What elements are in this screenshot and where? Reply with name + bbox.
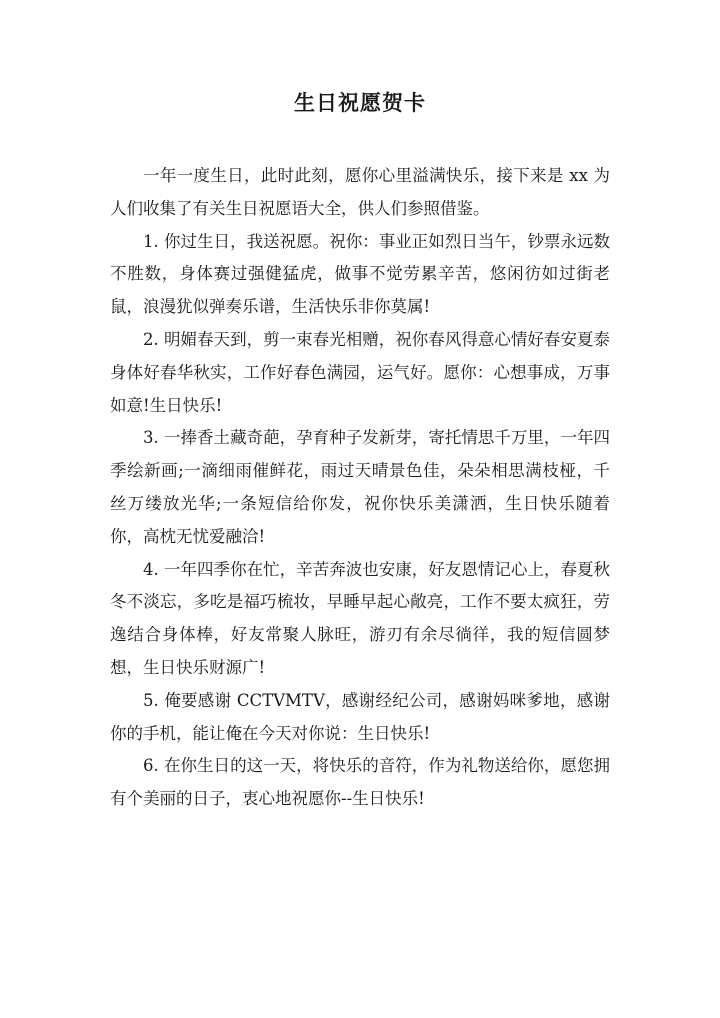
wish-paragraph-1: 1. 你过生日，我送祝愿。祝你：事业正如烈日当午，钞票永远数不胜数，身体赛过强健猛虎，做事不觉劳累辛苦，悠闲彷如过街老鼠，浪漫犹似弹奏乐谱，生活快乐非你莫属! bbox=[110, 231, 610, 317]
wish-paragraph-5: 5. 俺要感谢 CCTVMTV，感谢经纪公司，感谢妈咪爹地，感谢你的手机，能让俺在今天对你说：生日快乐! bbox=[110, 690, 610, 743]
wish-paragraph-2: 2. 明媚春天到，剪一束春光相赠，祝你春风得意心情好春安夏泰身体好春华秋实，工作好春色满园，运气好。愿你：心想事成，万事如意!生日快乐! bbox=[110, 329, 610, 415]
wish-paragraph-4: 4. 一年四季你在忙，辛苦奔波也安康，好友恩情记心上，春夏秋冬不淡忘，多吃是福巧梳妆，早睡早起心敞亮，工作不要太疯狂，劳逸结合身体棒，好友常聚人脉旺，游刃有余尽徜徉，我的短信圆梦想，生日快乐财源广! bbox=[110, 559, 610, 677]
wish-paragraph-6: 6. 在你生日的这一天，将快乐的音符，作为礼物送给你，愿您拥有个美丽的日子，衷心地祝愿你--生日快乐! bbox=[110, 756, 610, 809]
document-title: 生日祝愿贺卡 bbox=[294, 90, 426, 115]
wish-paragraph-3: 3. 一捧香土藏奇葩，孕育种子发新芽，寄托情思千万里，一年四季绘新画;一滴细雨催鲜花，雨过天晴景色佳，朵朵相思满枝桠，千丝万缕放光华;一条短信给你发，祝你快乐美潇洒，生日快乐随着你，高枕无忧爱融洽! bbox=[110, 428, 610, 546]
intro-paragraph: 一年一度生日，此时此刻，愿你心里溢满快乐，接下来是 xx 为人们收集了有关生日祝愿语大全，供人们参照借鉴。 bbox=[110, 166, 610, 218]
